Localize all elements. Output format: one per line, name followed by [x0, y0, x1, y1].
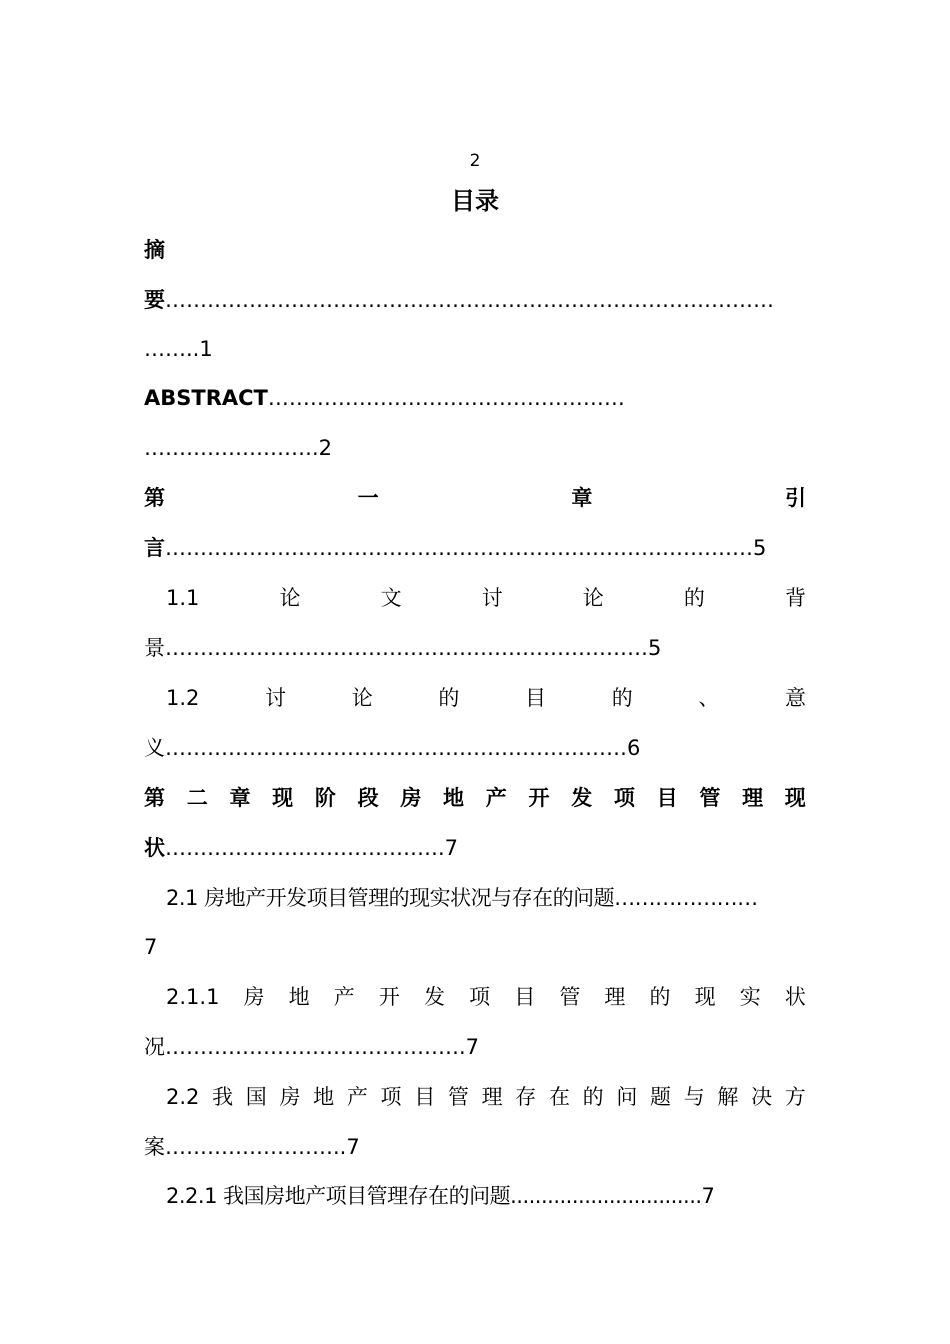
toc-text: 景	[144, 636, 165, 660]
toc-char: 项	[469, 985, 491, 1009]
toc-char: 目	[656, 786, 678, 810]
toc-char: 管	[559, 985, 581, 1009]
toc-page: 7	[144, 935, 158, 959]
toc-s1-1-line2[interactable]	[144, 635, 806, 661]
toc-char: 的	[649, 985, 671, 1009]
toc-text: 况	[144, 1035, 165, 1059]
toc-char: 2.2	[166, 1085, 200, 1109]
toc-text: 义	[144, 736, 165, 760]
toc-char: 开	[378, 985, 400, 1009]
toc-char: 地	[443, 786, 465, 810]
toc-abstract-cn-line2[interactable]	[144, 287, 806, 313]
toc-char: 项	[613, 786, 635, 810]
toc-char: 目	[525, 686, 547, 710]
toc-dots: ……………………………………………………………………………	[165, 288, 774, 312]
toc-char: 的	[438, 686, 460, 710]
toc-s1-2-line1[interactable]	[144, 685, 806, 711]
toc-abstract-cn-line3[interactable]	[144, 336, 806, 362]
toc-char: 房	[279, 1085, 301, 1109]
toc-char: 地	[288, 985, 310, 1009]
toc-char: 实	[739, 985, 761, 1009]
toc-char: 二	[186, 786, 208, 810]
toc-char: 的	[611, 686, 633, 710]
toc-dots: ……………………………………………	[267, 386, 625, 410]
toc-char: 现	[272, 786, 294, 810]
toc-text: ABSTRACT	[144, 386, 268, 410]
toc-s2-1-1-line2[interactable]	[144, 1034, 806, 1060]
toc-dots: ……………………..7	[165, 1135, 360, 1159]
toc-text: 摘	[144, 238, 165, 262]
toc-text: 2.2.1 我国房地产项目管理存在的问题	[166, 1184, 511, 1208]
toc-ch2-line1[interactable]	[144, 785, 806, 811]
toc-text: 要	[144, 288, 165, 312]
toc-char: 2.1.1	[166, 985, 220, 1009]
toc-abstract-en-line1[interactable]	[144, 385, 806, 411]
toc-char: 存	[515, 1085, 537, 1109]
toc-s2-2-line1[interactable]	[144, 1084, 806, 1110]
toc-text: 案	[144, 1135, 165, 1159]
toc-char: 开	[528, 786, 550, 810]
toc-char: 1.1	[166, 586, 200, 610]
toc-s2-1-line2[interactable]	[144, 934, 806, 960]
toc-char: 理	[481, 1085, 503, 1109]
toc-char: 第	[144, 786, 165, 810]
toc-text: 2.1 房地产开发项目管理的现实状况与存在的问题…………………	[166, 886, 758, 910]
toc-char: 的	[683, 586, 705, 610]
toc-char: 决	[751, 1085, 773, 1109]
toc-page: ……..1	[144, 337, 213, 361]
toc-title: 目录	[451, 187, 499, 215]
toc-abstract-en-line2[interactable]	[144, 435, 806, 461]
toc-char: 背	[784, 586, 806, 610]
toc-char: 文	[380, 586, 402, 610]
toc-char: 的	[582, 1085, 604, 1109]
toc-char: 产	[333, 985, 355, 1009]
toc-char: 题	[650, 1085, 672, 1109]
toc-char: 我	[212, 1085, 234, 1109]
toc-char: 现	[784, 786, 806, 810]
toc-char: 问	[616, 1085, 638, 1109]
toc-char: 项	[380, 1085, 402, 1109]
toc-dots: ……………………………………………………………5	[165, 636, 662, 660]
toc-s1-2-line2[interactable]	[144, 735, 806, 761]
toc-ch1-line2[interactable]	[144, 535, 806, 561]
toc-char: 在	[548, 1085, 570, 1109]
toc-dots: …………………………………….7	[165, 1035, 480, 1059]
toc-char: 与	[683, 1085, 705, 1109]
toc-char: 讨	[265, 686, 287, 710]
toc-char: 一	[357, 486, 379, 510]
toc-char: 现	[694, 985, 716, 1009]
toc-s2-2-1-line1[interactable]	[144, 1183, 806, 1209]
toc-char: 解	[717, 1085, 739, 1109]
toc-char: 理	[604, 985, 626, 1009]
toc-char: 状	[784, 985, 806, 1009]
toc-char: 国	[245, 1085, 267, 1109]
toc-text: 状	[144, 836, 165, 860]
toc-dots: ………………………………….7	[165, 836, 459, 860]
toc-char: 地	[313, 1085, 335, 1109]
toc-s2-1-line1[interactable]	[144, 885, 806, 911]
toc-char: 发	[571, 786, 593, 810]
toc-char: 发	[423, 985, 445, 1009]
toc-dots: …………………………………………………………………………5	[165, 536, 767, 560]
toc-char: 讨	[481, 586, 503, 610]
toc-char: 章	[571, 486, 593, 510]
toc-s2-1-1-line1[interactable]	[144, 984, 806, 1010]
toc-ch2-line2[interactable]	[144, 835, 806, 861]
toc-char: 目	[514, 985, 536, 1009]
toc-dots: ...............................7	[510, 1184, 715, 1208]
toc-char: 目	[414, 1085, 436, 1109]
toc-char: 论	[582, 586, 604, 610]
toc-char: 方	[784, 1085, 806, 1109]
toc-char: 段	[357, 786, 379, 810]
toc-page: …………………….2	[144, 436, 333, 460]
toc-char: 房	[400, 786, 422, 810]
toc-abstract-cn-line1[interactable]	[144, 237, 806, 263]
toc-char: 理	[742, 786, 764, 810]
toc-char: 论	[351, 686, 373, 710]
toc-char: 、	[698, 686, 720, 710]
toc-text: 言	[144, 536, 165, 560]
toc-char: 房	[243, 985, 265, 1009]
toc-char: 产	[485, 786, 507, 810]
toc-char: 意	[785, 686, 806, 710]
toc-char: 引	[784, 486, 806, 510]
toc-s1-1-line1[interactable]	[144, 585, 806, 611]
toc-dots: …………………………………………………………6	[165, 736, 641, 760]
page-number: 2	[469, 151, 481, 171]
toc-char: 论	[279, 586, 301, 610]
toc-char: 管	[447, 1085, 469, 1109]
toc-char: 阶	[314, 786, 336, 810]
toc-char: 章	[229, 786, 251, 810]
toc-ch1-line1[interactable]	[144, 485, 806, 511]
toc-char: 第	[144, 486, 165, 510]
toc-s2-2-line2[interactable]	[144, 1134, 806, 1160]
toc-char: 1.2	[166, 686, 200, 710]
toc-char: 管	[699, 786, 721, 810]
toc-char: 产	[346, 1085, 368, 1109]
